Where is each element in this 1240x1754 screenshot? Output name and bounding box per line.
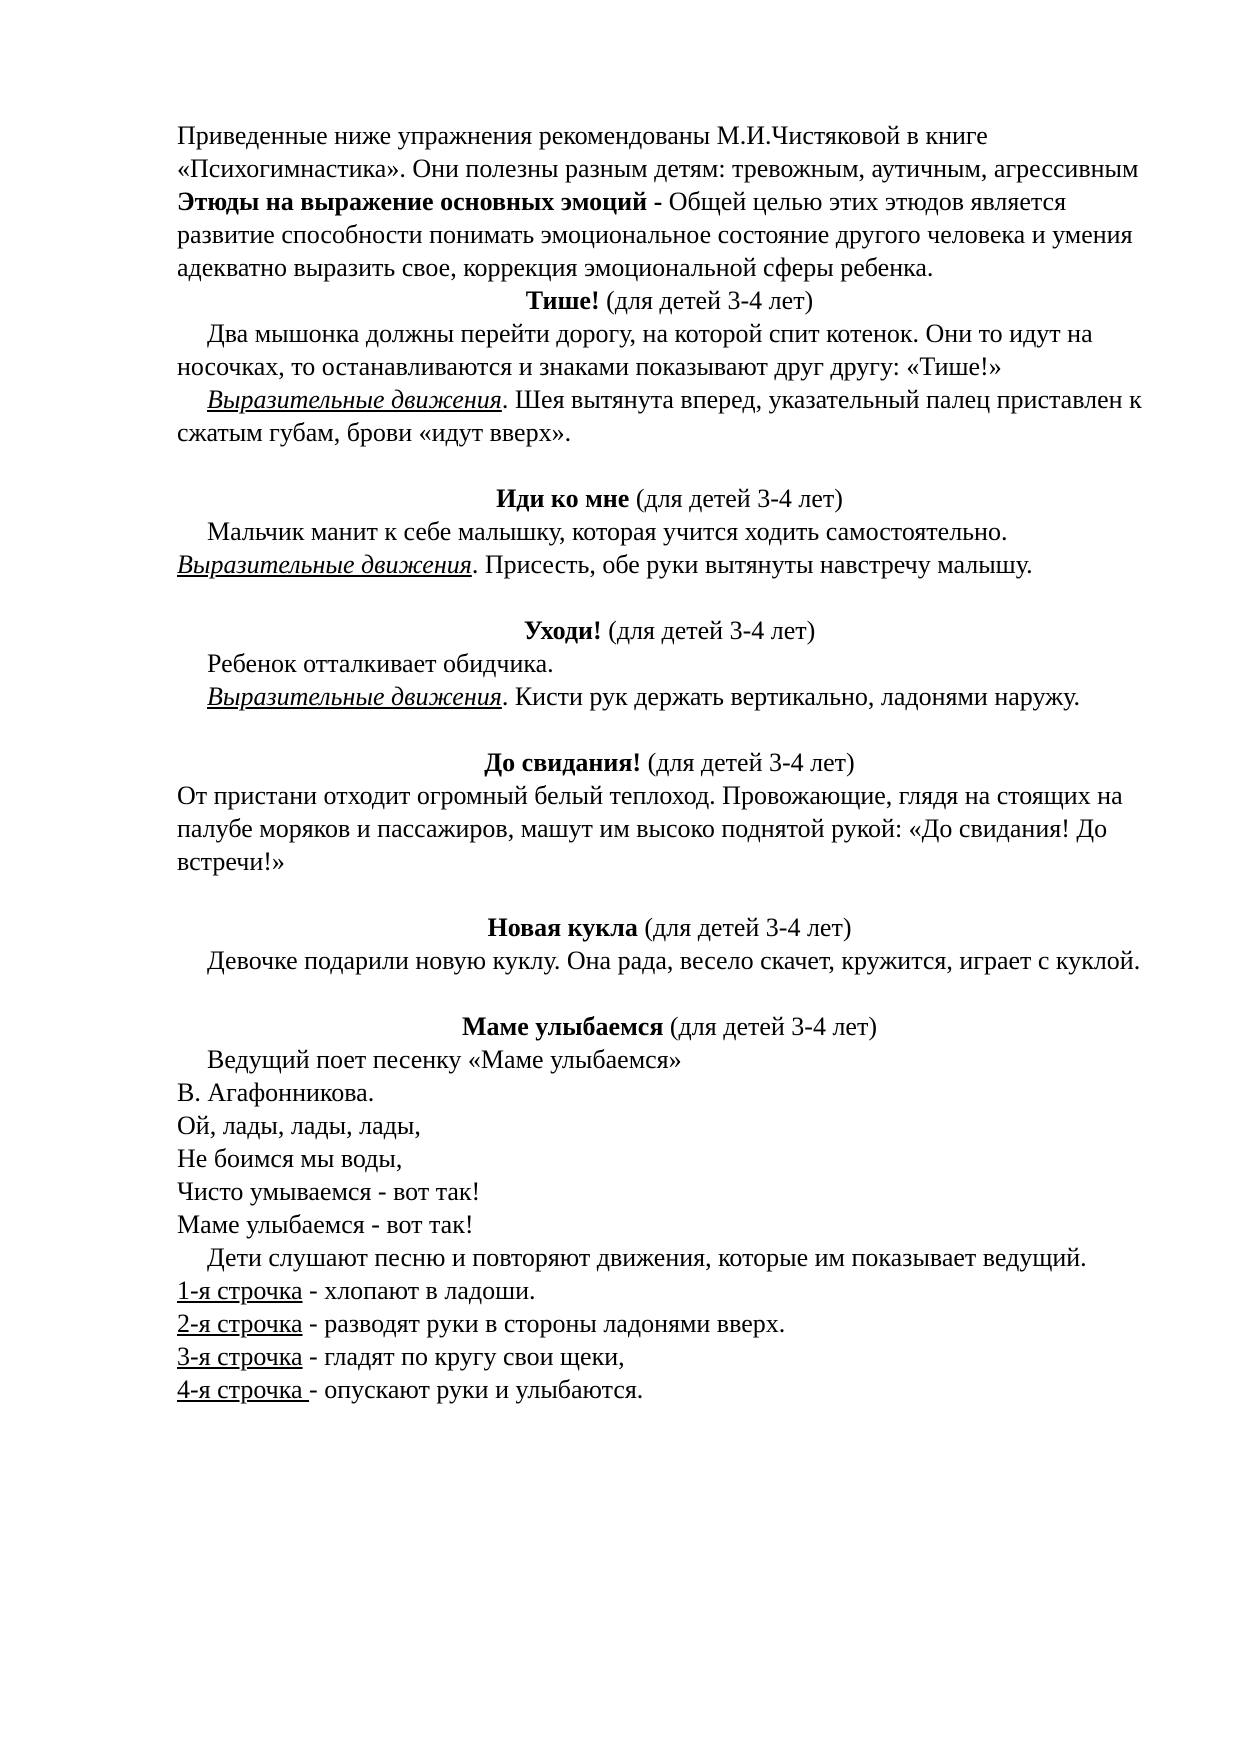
song-line: Не боимся мы воды,	[177, 1144, 403, 1173]
exercise-title-6: Маме улыбаемся (для детей 3-4 лет)	[462, 1012, 877, 1041]
line-label: 2-я строчка	[177, 1309, 303, 1338]
exercise-title-5: Новая кукла (для детей 3-4 лет)	[487, 913, 852, 942]
movement-line: 1-я строчка - хлопают в ладоши.	[177, 1276, 536, 1305]
line-label: 1-я строчка	[177, 1276, 303, 1305]
exercise-title-2: Иди ко мне (для детей 3-4 лет)	[496, 484, 843, 513]
intro-paragraph: Приведенные ниже упражнения рекомендованы М.И.Чистяковой в книге «Психогимнастика». Они полезны разным детям: тревожным, аутичным, агрессивным	[177, 121, 1139, 183]
expr-label: Выразительные движения	[177, 550, 472, 579]
line-label: 4-я строчка	[177, 1375, 310, 1404]
song-author: В. Агафонникова.	[177, 1078, 375, 1107]
exercise-text-4: От пристани отходит огромный белый теплоход. Провожающие, глядя на стоящих на палубе моряков и пассажиров, машут им высоко поднятой рукой: «До свидания! До встречи!»	[177, 781, 1123, 876]
expr-label: Выразительные движения	[207, 682, 502, 711]
song-line: Чисто умываемся - вот так!	[177, 1177, 481, 1206]
exercise-text-3: Ребенок отталкивает обидчика.	[207, 649, 554, 678]
exercise-text-5: Девочке подарили новую куклу. Она рада, весело скачет, кружится, играет с куклой.	[207, 946, 1141, 975]
line-label: 3-я строчка	[177, 1342, 303, 1371]
exercise-expr-2: Выразительные движения. Присесть, обе руки вытянуты навстречу малышу.	[177, 550, 1033, 579]
document-body	[177, 119, 1162, 1406]
movement-line: 4-я строчка - опускают руки и улыбаются.	[177, 1375, 644, 1404]
expr-label: Выразительные движения	[207, 385, 502, 414]
exercise-text-2: Мальчик манит к себе малышку, которая учится ходить самостоятельно.	[207, 517, 1008, 546]
song-line: Ой, лады, лады, лады,	[177, 1111, 421, 1140]
song-line: Маме улыбаемся - вот так!	[177, 1210, 474, 1239]
movement-line: 2-я строчка - разводят руки в стороны ладонями вверх.	[177, 1309, 786, 1338]
movement-line: 3-я строчка - гладят по кругу свои щеки,	[177, 1342, 625, 1371]
exercise-intro-6: Ведущий поет песенку «Маме улыбаемся»	[207, 1045, 682, 1074]
exercise-expr-1: Выразительные движения. Шея вытянута вперед, указательный палец приставлен к сжатым губам, брови «идут вверх».	[177, 385, 1142, 447]
exercise-title-3: Уходи! (для детей 3-4 лет)	[523, 616, 816, 645]
etudes-heading: Этюды на выражение основных эмоций -	[177, 187, 663, 216]
exercise-instruction-6: Дети слушают песню и повторяют движения, которые им показывает ведущий.	[207, 1243, 1087, 1272]
exercise-expr-3: Выразительные движения. Кисти рук держать вертикально, ладонями наружу.	[207, 682, 1080, 711]
exercise-title-4: До свидания! (для детей 3-4 лет)	[484, 748, 855, 777]
exercise-title-1: Тише! (для детей 3-4 лет)	[525, 286, 814, 315]
etudes-text: Общей целью этих этюдов является развитие способности понимать эмоциональное состояние другого человека и умения адекватно выразить свое, коррекция эмоциональной сферы ребенка.	[177, 187, 1133, 282]
etudes-paragraph	[177, 185, 1162, 284]
exercise-text-1: Два мышонка должны перейти дорогу, на которой спит котенок. Они то идут на носочках, то останавливаются и знаками показывают друг другу: «Тише!»	[177, 319, 1093, 381]
